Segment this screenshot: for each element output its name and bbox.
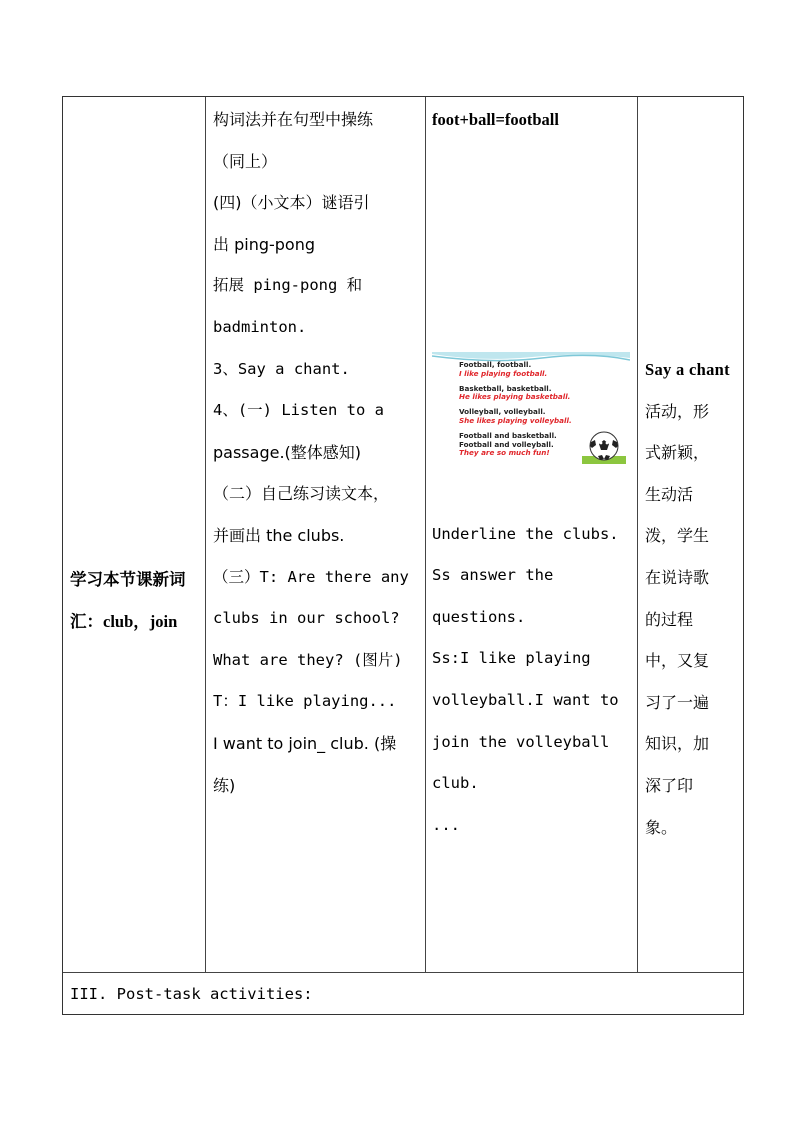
student-line: club. xyxy=(432,774,479,793)
chant-line: Football and basketball. xyxy=(459,430,557,440)
activity-line: badminton. xyxy=(213,317,307,336)
activity-line: 练) xyxy=(213,775,236,795)
lesson-plan-table xyxy=(62,96,744,1015)
design-intent-cell xyxy=(638,97,743,848)
chant-slide-image xyxy=(432,352,630,465)
activity-line: 出 ping-pong xyxy=(213,234,316,254)
activity-line: What are they? (图片) xyxy=(213,650,403,669)
chant-line: Football, football. xyxy=(459,360,532,369)
intent-line: 知识，加 xyxy=(645,734,710,754)
post-task-row xyxy=(70,973,313,1015)
chant-line: Football and volleyball. xyxy=(459,439,554,449)
teacher-activities-cell xyxy=(206,97,425,806)
activity-line: clubs in our school? xyxy=(213,609,400,628)
soccer-ball-icon xyxy=(582,430,626,464)
student-activities-cell xyxy=(426,97,637,846)
objective-cell xyxy=(63,97,205,642)
activity-line: (四)（小文本）谜语引 xyxy=(213,193,370,213)
intent-line: 在说诗歌 xyxy=(645,567,710,587)
chant-line: They are so much fun! xyxy=(459,448,550,458)
chant-line: He likes playing basketball. xyxy=(459,392,571,402)
intent-line: Say a chant xyxy=(645,360,730,379)
intent-line: 泼，学生 xyxy=(645,526,710,546)
chant-line: Volleyball, volleyball. xyxy=(459,407,546,417)
activity-line: 并画出 the clubs. xyxy=(213,525,345,545)
intent-line: 习了一遍 xyxy=(645,692,710,712)
activity-line: （同上） xyxy=(213,151,278,171)
chant-line: Basketball, basketball. xyxy=(459,383,552,393)
activity-line: 拓展 ping-pong 和 xyxy=(213,276,363,295)
activity-line: T：I like playing... xyxy=(213,692,397,711)
activity-line: 3、Say a chant. xyxy=(213,359,350,378)
activity-line: passage.(整体感知) xyxy=(213,442,362,462)
activity-line: 构词法并在句型中操练 xyxy=(213,110,374,129)
chant-text xyxy=(459,361,572,458)
objective-label-line2: 汇：club，join xyxy=(70,611,178,631)
intent-line: 式新颖， xyxy=(645,443,710,463)
chant-line: She likes playing volleyball. xyxy=(459,415,572,425)
objective-label-line1: 学习本节课新词 xyxy=(70,570,186,589)
activity-line: I want to join_ club. (操 xyxy=(213,733,397,753)
student-line: ... xyxy=(432,815,460,834)
intent-line: 活动，形 xyxy=(645,401,710,421)
intent-line: 深了印 xyxy=(645,775,694,795)
activity-line: （二）自己练习读文本， xyxy=(213,484,390,504)
student-line: questions. xyxy=(432,607,526,626)
intent-line: 的过程 xyxy=(645,609,694,629)
chant-line: I like playing football. xyxy=(459,368,548,378)
intent-line: 中，又复 xyxy=(645,651,710,671)
activity-line: （三）T: Are there any xyxy=(213,567,409,586)
football-formula: foot+ball=football xyxy=(432,110,559,129)
activity-line: 4、(一) Listen to a xyxy=(213,401,384,420)
post-task-label: III. Post-task activities: xyxy=(70,985,313,1003)
student-line: Ss:I like playing xyxy=(432,649,591,668)
student-line: Underline the clubs. xyxy=(432,524,619,543)
intent-line: 生动活 xyxy=(645,484,694,504)
student-line: Ss answer the xyxy=(432,566,554,585)
student-line: volleyball.I want to xyxy=(432,690,619,709)
student-line: join the volleyball xyxy=(432,732,610,751)
intent-line: 象。 xyxy=(645,817,678,837)
